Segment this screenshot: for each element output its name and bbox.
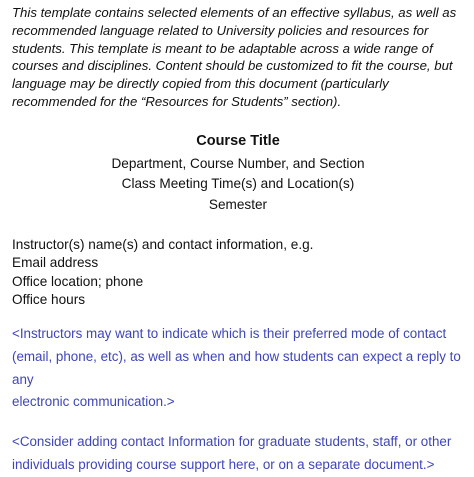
support-contact-note: <Consider adding contact Information for graduate students, staff, or other individuals providing course support here, or on a separate document.> [12, 434, 452, 473]
template-intro-paragraph: This template contains selected elements of an effective syllabus, as well as recommended language related to University policies and resources for students. This template is meant to be adaptable across a wide range of courses and disciplines. Content should be customized to fit the course, but language may be directly copied from this document (particularly recommended for the “Resources for Students” section). [12, 5, 457, 109]
instructor-contact-intro: Instructor(s) name(s) and contact information, e.g. [12, 237, 314, 253]
semester: Semester [208, 196, 268, 212]
course-header [12, 131, 464, 216]
office-location-phone-line: Office location; phone [12, 273, 144, 289]
preferred-contact-note: <Instructors may want to indicate which is their preferred mode of contact (email, phone, etc), as well as when and how students can expect a reply to any electronic communication.> [12, 326, 461, 410]
office-hours-line: Office hours [12, 291, 86, 307]
instructor-contact-block [12, 236, 464, 309]
email-address-line: Email address [12, 255, 99, 271]
meeting-time-location: Class Meeting Time(s) and Location(s) [121, 176, 355, 192]
course-title: Course Title [196, 132, 280, 149]
department-course-section: Department, Course Number, and Section [111, 155, 365, 171]
